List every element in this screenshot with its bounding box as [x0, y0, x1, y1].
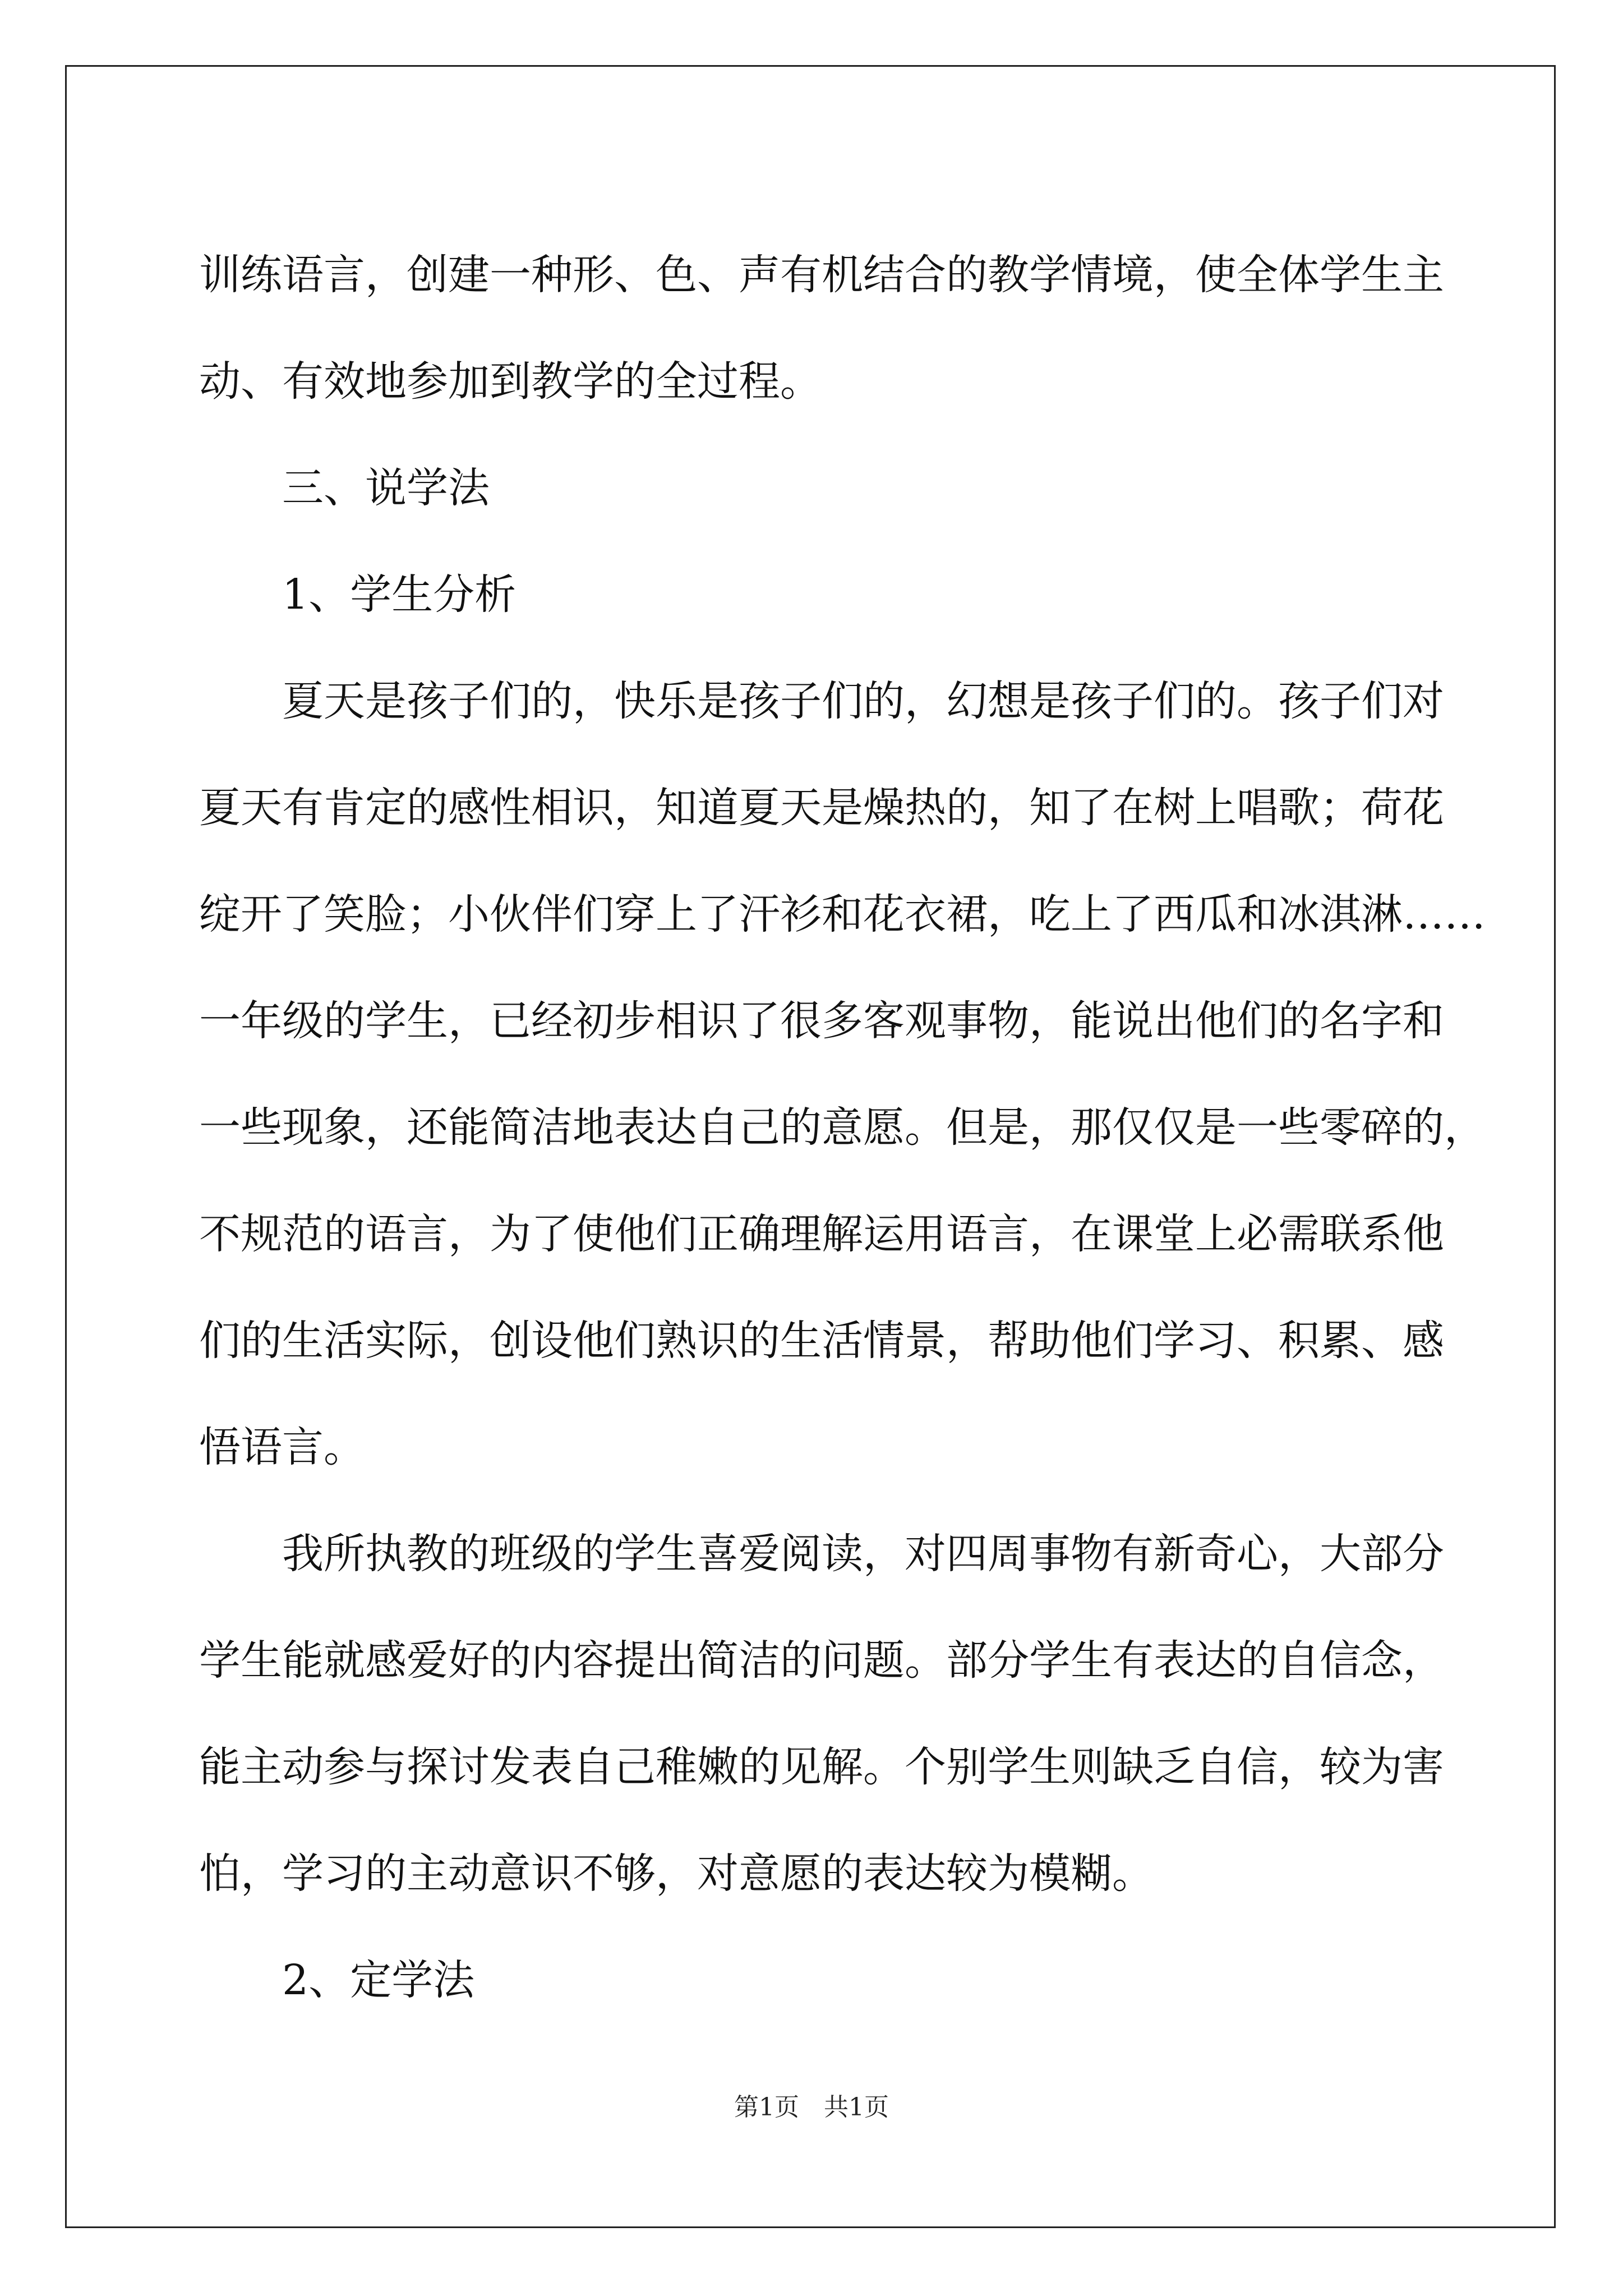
paragraph-line: 夏天是孩子们的，快乐是孩子们的，幻想是孩子们的。孩子们对 — [282, 677, 1444, 725]
paragraph-line: 学生能就感爱好的内容提出简洁的问题。部分学生有表达的自信念， — [199, 1636, 1444, 1685]
paragraph-line: 一年级的学生，已经初步相识了很多客观事物，能说出他们的名字和 — [199, 997, 1444, 1045]
paragraph-line: 悟语言。 — [199, 1423, 365, 1471]
paragraph-line: 夏天有肯定的感性相识，知道夏天是燥热的，知了在树上唱歌；荷花 — [199, 784, 1444, 832]
subsection-heading: 1、学生分析 — [282, 570, 517, 619]
paragraph-line: 一些现象，还能简洁地表达自己的意愿。但是，那仅仅是一些零碎的， — [199, 1103, 1486, 1152]
paragraph-line: 动、有效地参加到教学的全过程。 — [199, 357, 822, 406]
subsection-heading: 2、定学法 — [282, 1956, 475, 2004]
paragraph-line: 训练语言，创建一种形、色、声有机结合的教学情境，使全体学生主 — [199, 251, 1444, 299]
paragraph-line: 们的生活实际，创设他们熟识的生活情景，帮助他们学习、积累、感 — [199, 1317, 1444, 1365]
paragraph-line: 不规范的语言，为了使他们正确理解运用语言，在课堂上必需联系他 — [199, 1210, 1444, 1258]
paragraph-line: 能主动参与探讨发表自己稚嫩的见解。个别学生则缺乏自信，较为害 — [199, 1743, 1444, 1791]
paragraph-line: 我所执教的班级的学生喜爱阅读，对四周事物有新奇心，大部分 — [282, 1530, 1444, 1578]
paragraph-line: 绽开了笑脸；小伙伴们穿上了汗衫和花衣裙，吃上了西瓜和冰淇淋…… — [199, 890, 1486, 938]
section-heading: 三、说学法 — [282, 464, 490, 512]
page-number-footer: 第1页 共1页 — [734, 2093, 889, 2122]
paragraph-line: 怕，学习的主动意识不够，对意愿的表达较为模糊。 — [199, 1849, 1154, 1898]
document-body — [199, 222, 1486, 2033]
